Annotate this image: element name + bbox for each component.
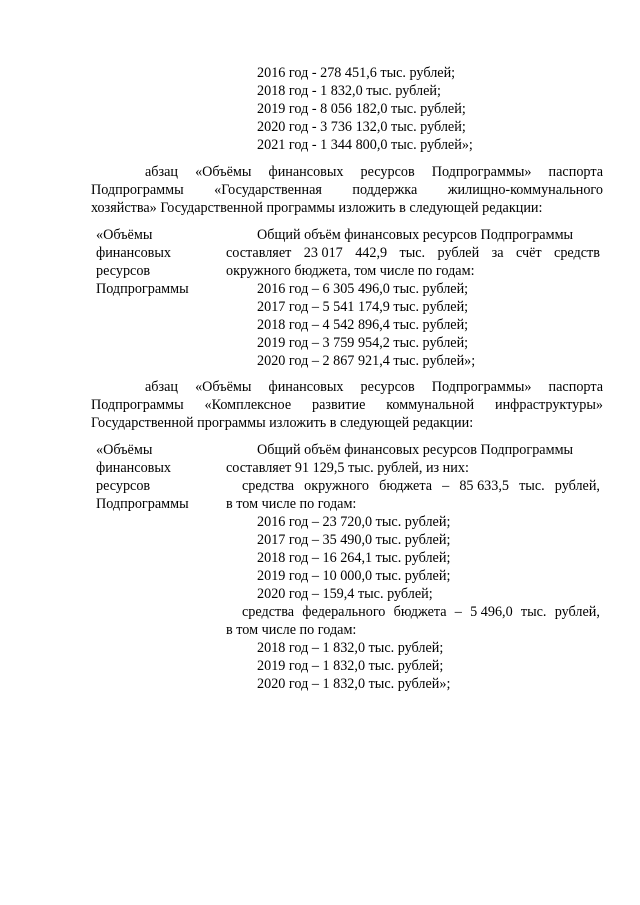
top-year-line: 2019 год - 8 056 182,0 тыс. рублей; <box>257 101 466 117</box>
block-1-intro-line-3: окружного бюджета, том числе по годам: <box>226 263 475 279</box>
word: ресурсов <box>360 379 415 395</box>
block-2-intro-line-1: Общий объём финансовых ресурсов Подпрограммы <box>257 442 574 458</box>
block-2-label-line: Подпрограммы <box>96 496 189 512</box>
word: «Объёмы <box>195 379 252 395</box>
word: за <box>491 245 504 261</box>
block-1-label-line: «Объёмы <box>96 227 153 243</box>
word: федерального <box>302 604 386 620</box>
word: 85 633,5 <box>459 478 509 494</box>
block-2-federal-year-line: 2020 год – 1 832,0 тыс. рублей»; <box>257 676 451 692</box>
word: окружного <box>304 478 369 494</box>
word: бюджета <box>379 478 433 494</box>
word: – <box>454 604 462 620</box>
word: Подпрограммы» <box>431 379 532 395</box>
block-1-label-line: финансовых <box>96 245 171 261</box>
paragraph-1-line-1 <box>145 163 603 181</box>
word: финансовых <box>268 164 344 180</box>
word: паспорта <box>548 164 603 180</box>
word: Подпрограммы <box>91 397 184 413</box>
word: Подпрограммы <box>91 182 184 198</box>
block-2-okrug-line-1 <box>242 477 600 495</box>
word: – <box>442 478 450 494</box>
word: рублей, <box>554 478 600 494</box>
paragraph-1-line-2 <box>91 181 603 199</box>
word: поддержка <box>352 182 418 198</box>
word: счёт <box>515 245 542 261</box>
word: Подпрограммы» <box>431 164 532 180</box>
block-2-federal-year-line: 2019 год – 1 832,0 тыс. рублей; <box>257 658 444 674</box>
word: средств <box>554 245 600 261</box>
block-1-year-line: 2016 год – 6 305 496,0 тыс. рублей; <box>257 281 469 297</box>
word: 23 017 <box>303 245 343 261</box>
block-2-okrug-line-2: в том числе по годам: <box>226 496 357 512</box>
block-2-label-line: финансовых <box>96 460 171 476</box>
word: паспорта <box>548 379 603 395</box>
word: развитие <box>311 397 366 413</box>
block-1-year-line: 2020 год – 2 867 921,4 тыс. рублей»; <box>257 353 476 369</box>
word: абзац <box>145 379 179 395</box>
word: тыс. <box>399 245 426 261</box>
block-2-label-line: ресурсов <box>96 478 151 494</box>
block-2-federal-line-2: в том числе по годам: <box>226 622 357 638</box>
word: рублей, <box>554 604 600 620</box>
word: абзац <box>145 164 179 180</box>
block-2-okrug-year-line: 2020 год – 159,4 тыс. рублей; <box>257 586 433 602</box>
word: ресурсов <box>360 164 415 180</box>
block-1-label-line: Подпрограммы <box>96 281 189 297</box>
word: рублей <box>437 245 480 261</box>
paragraph-2-line-3: Государственной программы изложить в следующей редакции: <box>91 415 474 431</box>
block-2-label-line: «Объёмы <box>96 442 153 458</box>
block-1-intro-line-1: Общий объём финансовых ресурсов Подпрограммы <box>257 227 574 243</box>
word: финансовых <box>268 379 344 395</box>
block-2-federal-line-1 <box>242 603 600 621</box>
block-1-year-line: 2019 год – 3 759 954,2 тыс. рублей; <box>257 335 469 351</box>
block-1-label-line: ресурсов <box>96 263 151 279</box>
top-year-line: 2020 год - 3 736 132,0 тыс. рублей; <box>257 119 466 135</box>
word: средства <box>242 604 295 620</box>
word: тыс. <box>520 604 547 620</box>
block-2-okrug-year-line: 2016 год – 23 720,0 тыс. рублей; <box>257 514 451 530</box>
word: 5 496,0 <box>470 604 513 620</box>
word: бюджета <box>393 604 447 620</box>
block-1-intro-line-2 <box>226 244 600 262</box>
block-2-okrug-year-line: 2018 год – 16 264,1 тыс. рублей; <box>257 550 451 566</box>
word: средства <box>242 478 295 494</box>
word: коммунальной <box>386 397 475 413</box>
word: «Государственная <box>214 182 322 198</box>
word: «Объёмы <box>195 164 252 180</box>
word: «Комплексное <box>204 397 292 413</box>
top-year-line: 2018 год - 1 832,0 тыс. рублей; <box>257 83 441 99</box>
paragraph-1-line-3: хозяйства» Государственной программы изложить в следующей редакции: <box>91 200 543 216</box>
word: жилищно-коммунального <box>447 182 603 198</box>
word: тыс. <box>519 478 545 494</box>
top-year-line: 2016 год - 278 451,6 тыс. рублей; <box>257 65 456 81</box>
word: 442,9 <box>355 245 388 261</box>
paragraph-2-line-1 <box>145 378 603 396</box>
top-year-line: 2021 год - 1 344 800,0 тыс. рублей»; <box>257 137 473 153</box>
word: составляет <box>226 245 292 261</box>
block-1-year-line: 2018 год – 4 542 896,4 тыс. рублей; <box>257 317 469 333</box>
block-1-year-line: 2017 год – 5 541 174,9 тыс. рублей; <box>257 299 469 315</box>
word: инфраструктуры» <box>494 397 603 413</box>
block-2-okrug-year-line: 2019 год – 10 000,0 тыс. рублей; <box>257 568 451 584</box>
block-2-federal-year-line: 2018 год – 1 832,0 тыс. рублей; <box>257 640 444 656</box>
block-2-okrug-year-line: 2017 год – 35 490,0 тыс. рублей; <box>257 532 451 548</box>
block-2-intro-line-2: составляет 91 129,5 тыс. рублей, из них: <box>226 460 469 476</box>
paragraph-2-line-2 <box>91 396 603 414</box>
